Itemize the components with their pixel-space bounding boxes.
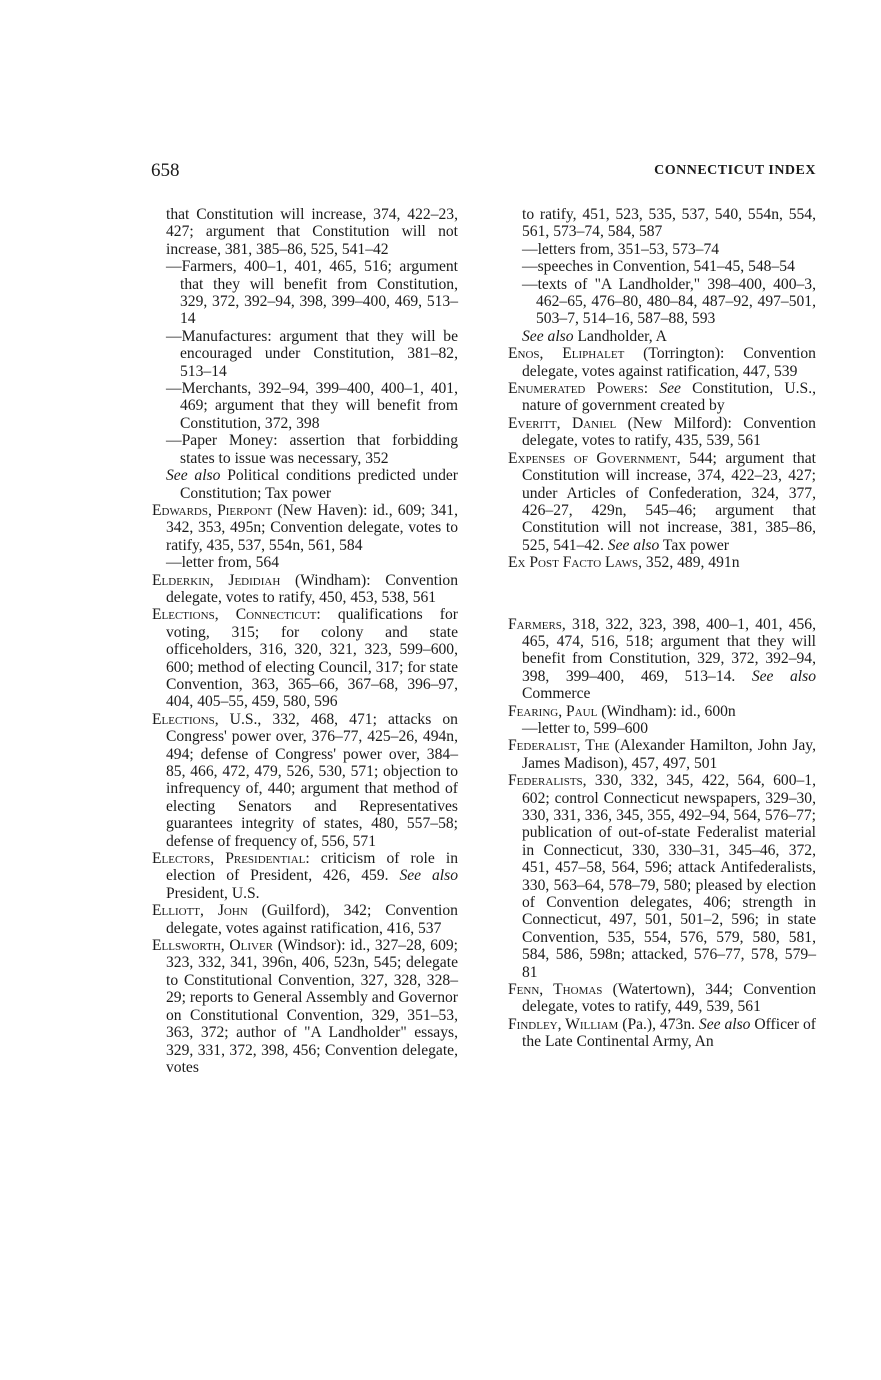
entry-text bbox=[648, 380, 659, 397]
entry-heading: Enos, Eliphalet bbox=[508, 345, 625, 363]
index-entry bbox=[508, 206, 816, 241]
index-entry bbox=[152, 937, 458, 1076]
index-entry bbox=[152, 502, 458, 554]
entry-heading: Federalists, bbox=[508, 772, 587, 790]
see-also-label: See bbox=[659, 380, 681, 398]
left-column bbox=[152, 206, 458, 1076]
entry-text: Landholder, A bbox=[573, 327, 667, 345]
entry-heading: Fearing, Paul bbox=[508, 702, 598, 720]
entry-heading: Electors, Presidential: bbox=[152, 850, 310, 868]
see-also-label: See also bbox=[698, 1015, 751, 1033]
index-entry bbox=[508, 345, 816, 380]
see-also-target: President, U.S. bbox=[166, 884, 260, 902]
entry-heading: Ellsworth, Oliver bbox=[152, 937, 274, 955]
index-entry bbox=[152, 606, 458, 710]
see-also-label: See also bbox=[166, 467, 221, 485]
page-header bbox=[151, 160, 816, 186]
entry-heading: Federalist, The bbox=[508, 737, 610, 755]
subentry-text: —texts of "A Landholder," 398–400, 400–3, 462–65, 476–80, 480–84, 487–92, 497–501, 503–7, 514–16, 587–88, 593 bbox=[522, 275, 816, 328]
index-subentry bbox=[152, 258, 458, 328]
entry-text: (Alexander Hamilton, John Jay, James Madison), 457, 497, 501 bbox=[522, 737, 816, 772]
entry-text: (Guilford), 342; Convention delegate, votes against ratification, 416, 537 bbox=[166, 902, 458, 937]
entry-text: (Windham): id., 600n bbox=[597, 702, 736, 720]
subentry-text: —speeches in Convention, 541–45, 548–54 bbox=[522, 258, 795, 276]
entry-heading: Everitt, Daniel bbox=[508, 414, 617, 432]
subentry-text: —letters from, 351–53, 573–74 bbox=[522, 240, 720, 258]
index-entry bbox=[508, 328, 816, 345]
entry-text: 332, 468, 471; attacks on Congress' power over, 376–77, 425–26, 494n, 494; defense of Congress' power over, 384–85, 466, 472, 479, 526, 530, 571; objection to infrequency of, 440; argument that method of electing Senators and Representatives guarantees integrity of states, 480, 557–58; defense of frequency of, 556, 571 bbox=[166, 710, 458, 850]
index-entry bbox=[508, 415, 816, 450]
entry-text: (Windham): Convention delegate, votes to ratify, 450, 453, 538, 561 bbox=[166, 571, 459, 606]
index-subentry bbox=[508, 720, 816, 737]
see-also-target: Commerce bbox=[522, 685, 591, 703]
entry-heading: Findley, William bbox=[508, 1015, 619, 1033]
index-subentry bbox=[152, 432, 458, 467]
index-entry bbox=[508, 981, 816, 1016]
entry-heading: Enumerated Powers: bbox=[508, 380, 649, 398]
index-entry bbox=[508, 1016, 816, 1051]
entry-heading: Farmers, bbox=[508, 615, 566, 633]
entry-text: (Pa.), 473n. bbox=[618, 1015, 699, 1033]
entry-text: criticism of role in election of President, 426, 459. bbox=[166, 850, 458, 885]
subentry-text: —Paper Money: assertion that forbidding states to issue was necessary, 352 bbox=[166, 432, 458, 467]
entry-text: 318, 322, 323, 398, 400–1, 401, 456, 465, 474, 516, 518; argument that they will benefit from Constitution, 329, 372, 392–94, 398, 399–400, 469, 513–14. bbox=[522, 615, 816, 685]
entry-heading: Elections, U.S., bbox=[152, 710, 262, 728]
entry-heading: Elections, Connecticut: bbox=[152, 606, 321, 624]
entry-text: 544; argument that Constitution will increase, 374, 422–23, 427; under Articles of Confederation, 324, 377, 426–27, 429n, 545–46; argument that Constitution will not increase, 381, 385–86, 525, 541–42. bbox=[522, 449, 816, 554]
entry-text: (Windsor): id., 327–28, 609; 323, 332, 341, 396n, 406, 523n, 545; delegate to Constitutional Convention, 327, 328, 328–29; reports to General Assembly and Governor on Constitutional Convention, 329, 351–53, 363, 372; author of "A Landholder" essays, 329, 331, 372, 398, 456; Convention delegate, votes bbox=[166, 937, 459, 1076]
subentry-text: —Farmers, 400–1, 401, 465, 516; argument that they will benefit from Constitution, 329, 372, 392–94, 398, 399–400, 469, 513–14 bbox=[166, 258, 458, 328]
index-entry bbox=[508, 737, 816, 772]
page-number: 658 bbox=[151, 160, 180, 181]
index-subentry bbox=[152, 554, 458, 571]
entry-heading: Elderkin, Jedidiah bbox=[152, 571, 281, 589]
entry-heading: Ex Post Facto Laws, bbox=[508, 554, 643, 572]
see-also-target: Officer of the Late Continental Army, An bbox=[522, 1015, 816, 1051]
see-also-label: See also bbox=[522, 327, 574, 345]
see-also-label: See also bbox=[607, 536, 660, 554]
see-also-target: Constitution, U.S., nature of government created by bbox=[522, 380, 816, 415]
index-subentry bbox=[152, 328, 458, 380]
entry-heading: Fenn, Thomas bbox=[508, 981, 603, 999]
index-entry bbox=[152, 206, 458, 258]
entry-heading: Edwards, Pierpont bbox=[152, 501, 273, 519]
entry-text: 352, 489, 491n bbox=[642, 554, 740, 572]
entry-text: to ratify, 451, 523, 535, 537, 540, 554n, 554, 561, 573–74, 584, 587 bbox=[522, 206, 816, 241]
entry-text: (New Milford): Convention delegate, votes to ratify, 435, 539, 561 bbox=[522, 414, 816, 450]
index-entry bbox=[508, 772, 816, 981]
index-entry bbox=[508, 616, 816, 703]
entry-text: Political conditions predicted under Constitution; Tax power bbox=[180, 467, 458, 502]
index-entry bbox=[508, 450, 816, 554]
index-subentry bbox=[508, 276, 816, 328]
subentry-text: —letter to, 599–600 bbox=[522, 719, 649, 737]
index-entry bbox=[152, 572, 458, 607]
index-entry bbox=[152, 902, 458, 937]
index-subentry bbox=[508, 241, 816, 258]
index-entry bbox=[508, 703, 816, 720]
index-entry bbox=[152, 467, 458, 502]
index-subentry bbox=[152, 380, 458, 432]
entry-text: that Constitution will increase, 374, 422–23, 427; argument that Constitution will not increase, 381, 385–86, 525, 541–42 bbox=[166, 206, 458, 258]
letter-section-gap bbox=[508, 572, 816, 616]
see-also-label: See also bbox=[751, 667, 816, 685]
index-entry bbox=[508, 554, 816, 571]
entry-text: (Torrington): Convention delegate, votes against ratification, 447, 539 bbox=[522, 345, 816, 380]
subentry-text: —letter from, 564 bbox=[166, 554, 280, 572]
entry-heading: Elliott, John bbox=[152, 902, 248, 920]
see-also-target: Tax power bbox=[659, 536, 729, 554]
right-column bbox=[508, 206, 816, 1051]
index-entry bbox=[152, 850, 458, 902]
running-title: CONNECTICUT INDEX bbox=[654, 163, 816, 178]
index-entry bbox=[152, 711, 458, 850]
entry-text: qualifications for voting, 315; for colony and state officeholders, 316, 320, 321, 323, 599–600, 600; method of electing Council, 317; for state Convention, 363, 365–66, 367–68, 396–97, 404, 405–55, 459, 580, 596 bbox=[166, 606, 458, 711]
entry-text: 330, 332, 345, 422, 564, 600–1, 602; control Connecticut newspapers, 329–30, 330, 331, 336, 345, 355, 492–94, 564, 576–77; publication of out-of-state Federalist material in Connecticut, 330, 330–31, 345–46, 372, 451, 457–58, 564, 596; attack Antifederalists, 330, 563–64, 578–79, 580; pleased by election of Convention delegates, 406; strength in Connecticut, 497, 501, 501–2, 596; in state Convention, 535, 554, 576, 579, 580, 581, 584, 586, 598n; attacked, 576–77, 578, 579–81 bbox=[522, 772, 816, 981]
entry-text: (New Haven): id., 609; 341, 342, 353, 495n; Convention delegate, votes to ratify, 435, 537, 554n, 561, 584 bbox=[166, 501, 459, 554]
entry-heading: Expenses of Government, bbox=[508, 449, 681, 467]
subentry-text: —Manufactures: argument that they will be encouraged under Constitution, 381–82, 513–14 bbox=[166, 327, 458, 380]
index-entry bbox=[508, 380, 816, 415]
subentry-text: —Merchants, 392–94, 399–400, 400–1, 401, 469; argument that they will benefit from Constitution, 372, 398 bbox=[166, 380, 458, 432]
see-also-label: See also bbox=[399, 867, 458, 885]
entry-text: (Watertown), 344; Convention delegate, votes to ratify, 449, 539, 561 bbox=[522, 981, 816, 1016]
index-subentry bbox=[508, 258, 816, 275]
